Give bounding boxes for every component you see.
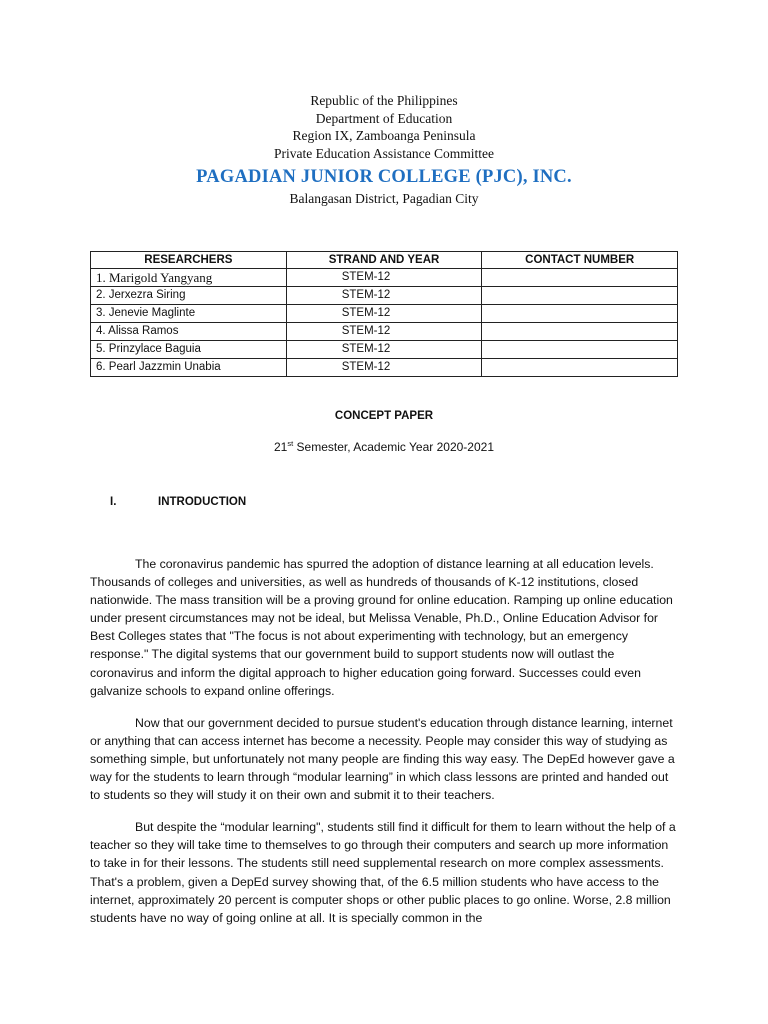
paragraph: The coronavirus pandemic has spurred the adoption of distance learning at all education levels. Thousands of colleges and universities, as well as hundreds of thousands of K-12 institutions, closed nationwide. The mass transition will be a proving ground for online education. Ramping up online education under present circumstances may not be ideal, but Melissa Venable, Ph.D., Online Education Advisor for Best Colleges states that "The focus is not about experimenting with technology, but an emergency response." The digital systems that our government build to support students now will outlast the coronavirus and inform the digital approach to higher education going forward. Successes could even galvanize schools to expand online offerings. xyxy=(90,557,673,698)
college-address: Balangasan District, Pagadian City xyxy=(289,191,479,206)
researcher-name: 3. Jenevie Maglinte xyxy=(91,305,287,323)
researcher-name: 6. Pearl Jazzmin Unabia xyxy=(91,359,287,377)
researchers-table xyxy=(90,251,678,377)
column-header-researchers: RESEARCHERS xyxy=(91,252,287,269)
contact-number xyxy=(482,359,678,377)
researcher-name: 4. Alissa Ramos xyxy=(91,323,287,341)
strand-year: STEM-12 xyxy=(286,359,482,377)
header-line: Republic of the Philippines xyxy=(310,93,458,108)
table-header-row xyxy=(91,252,678,269)
section-heading xyxy=(110,496,246,508)
header-line: Department of Education xyxy=(315,110,453,126)
document-header xyxy=(0,92,768,162)
table-row xyxy=(91,287,678,305)
contact-number xyxy=(482,341,678,359)
contact-number xyxy=(482,323,678,341)
strand-year: STEM-12 xyxy=(286,341,482,359)
column-header-strand: STRAND AND YEAR xyxy=(286,252,482,269)
column-header-contact: CONTACT NUMBER xyxy=(482,252,678,269)
table-row xyxy=(91,359,678,377)
paragraph: But despite the “modular learning", students still find it difficult for them to learn without the help of a teacher so they will take time to themselves to go through their computers and search up more information to take in for their lessons. The students still need supplemental research on more complex assessments. That's a problem, given a DepEd survey showing that, of the 6.5 million students who have access to the internet, approximately 20 percent is computer shops or other public places to go online. Worse, 2.8 million students have no way of going online at all. It is specially common in the xyxy=(90,820,676,925)
table-row xyxy=(91,341,678,359)
paragraph: Now that our government decided to pursue student's education through distance learning, internet or anything that can access internet has become a necessity. People may consider this way of studying as something simple, but unfortunately not many people are finding this way easy. The DepEd however gave a way for the students to learn through “modular learning” in which class lessons are printed and handed out to students so they will study it on their own and submit it to their teachers. xyxy=(90,715,675,803)
contact-number xyxy=(482,269,678,287)
semester-number: 21 xyxy=(273,440,288,454)
table-row xyxy=(91,323,678,341)
researcher-name: 1. Marigold Yangyang xyxy=(91,269,287,287)
header-line: Private Education Assistance Committee xyxy=(273,145,495,161)
introduction-body xyxy=(90,555,680,927)
strand-year: STEM-12 xyxy=(286,269,482,287)
researcher-name: 2. Jerxezra Siring xyxy=(91,287,287,305)
header-line: Region IX, Zamboanga Peninsula xyxy=(292,128,476,143)
semester-line xyxy=(0,439,768,454)
section-title: INTRODUCTION xyxy=(158,496,247,508)
college-name: PAGADIAN JUNIOR COLLEGE (PJC), INC. xyxy=(196,167,572,187)
semester-text: Semester, Academic Year 2020-2021 xyxy=(293,440,494,454)
semester-ordinal: st xyxy=(287,439,294,448)
section-number: I. xyxy=(110,496,117,508)
contact-number xyxy=(482,305,678,323)
strand-year: STEM-12 xyxy=(286,305,482,323)
table-row xyxy=(91,269,678,287)
researcher-name: 5. Prinzylace Baguia xyxy=(91,341,287,359)
strand-year: STEM-12 xyxy=(286,287,482,305)
contact-number xyxy=(482,287,678,305)
strand-year: STEM-12 xyxy=(286,323,482,341)
table-row xyxy=(91,305,678,323)
concept-paper-title: CONCEPT PAPER xyxy=(334,410,434,422)
